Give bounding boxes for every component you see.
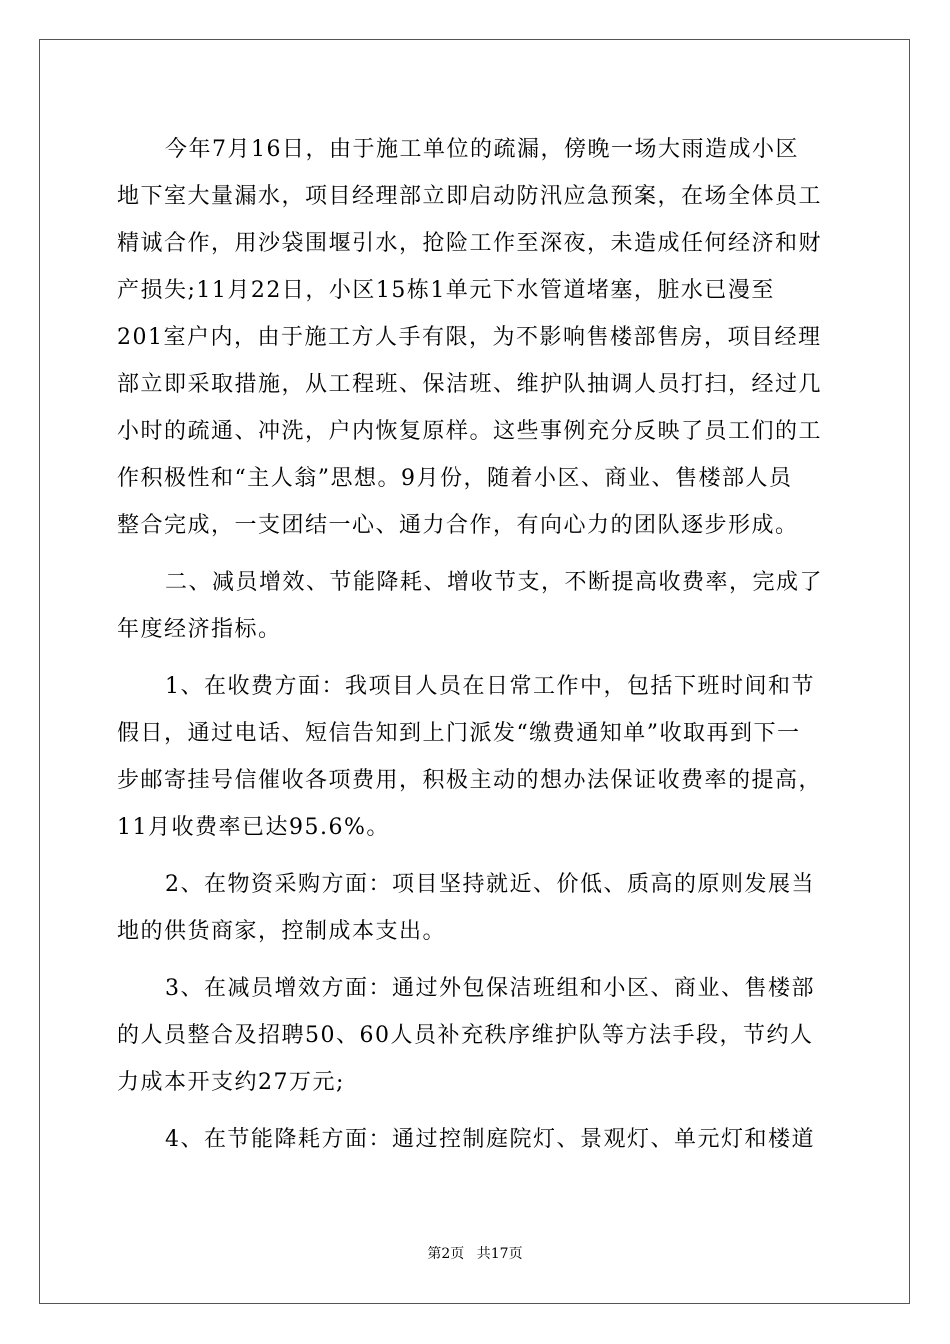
text-line: 产损失;11月22日，小区15栋1单元下水管道堵塞，脏水已漫至 [117,278,775,303]
text-line: 11月收费率已达95.6%。 [117,815,390,840]
text-line: 假日，通过电话、短信告知到上门派发“缴费通知单”收取再到下一 [117,721,801,746]
text-line: 地的供货商家，控制成本支出。 [117,919,447,944]
text-line: 1、在收费方面：我项目人员在日常工作中，包括下班时间和节 [165,674,815,699]
text-line: 二、减员增效、节能降耗、增收节支，不断提高收费率，完成了 [165,570,824,595]
text-line: 201室户内，由于施工方人手有限，为不影响售楼部售房，项目经理 [117,325,822,350]
page-footer [0,1245,950,1263]
text-line: 小时的疏通、冲洗，户内恢复原样。这些事例充分反映了员工们的工 [117,419,823,444]
text-line: 作积极性和“主人翁”思想。9月份，随着小区、商业、售楼部人员 [117,466,793,491]
text-line: 年度经济指标。 [117,617,282,642]
text-line: 今年7月16日，由于施工单位的疏漏，傍晚一场大雨造成小区 [165,137,799,162]
text-line: 2、在物资采购方面：项目坚持就近、价低、质高的原则发展当 [165,872,815,897]
text-line: 4、在节能降耗方面：通过控制庭院灯、景观灯、单元灯和楼道 [165,1127,815,1152]
text-line: 部立即采取措施，从工程班、保洁班、维护队抽调人员打扫，经过几 [117,372,823,397]
text-line: 精诚合作，用沙袋围堰引水，抢险工作至深夜，未造成任何经济和财 [117,231,823,256]
current-page-number: 第2页 [427,1246,465,1262]
text-line: 3、在减员增效方面：通过外包保洁班组和小区、商业、售楼部 [165,976,815,1001]
text-line: 力成本开支约27万元; [117,1070,345,1095]
total-page-count: 共17页 [476,1246,523,1262]
text-line: 步邮寄挂号信催收各项费用，积极主动的想办法保证收费率的提高， [117,768,823,793]
text-line: 整合完成，一支团结一心、通力合作，有向心力的团队逐步形成。 [117,513,799,538]
text-line: 的人员整合及招聘50、60人员补充秩序维护队等方法手段，节约人 [117,1023,814,1048]
text-line: 地下室大量漏水，项目经理部立即启动防汛应急预案，在场全体员工 [117,184,823,209]
document-body [117,126,833,1163]
